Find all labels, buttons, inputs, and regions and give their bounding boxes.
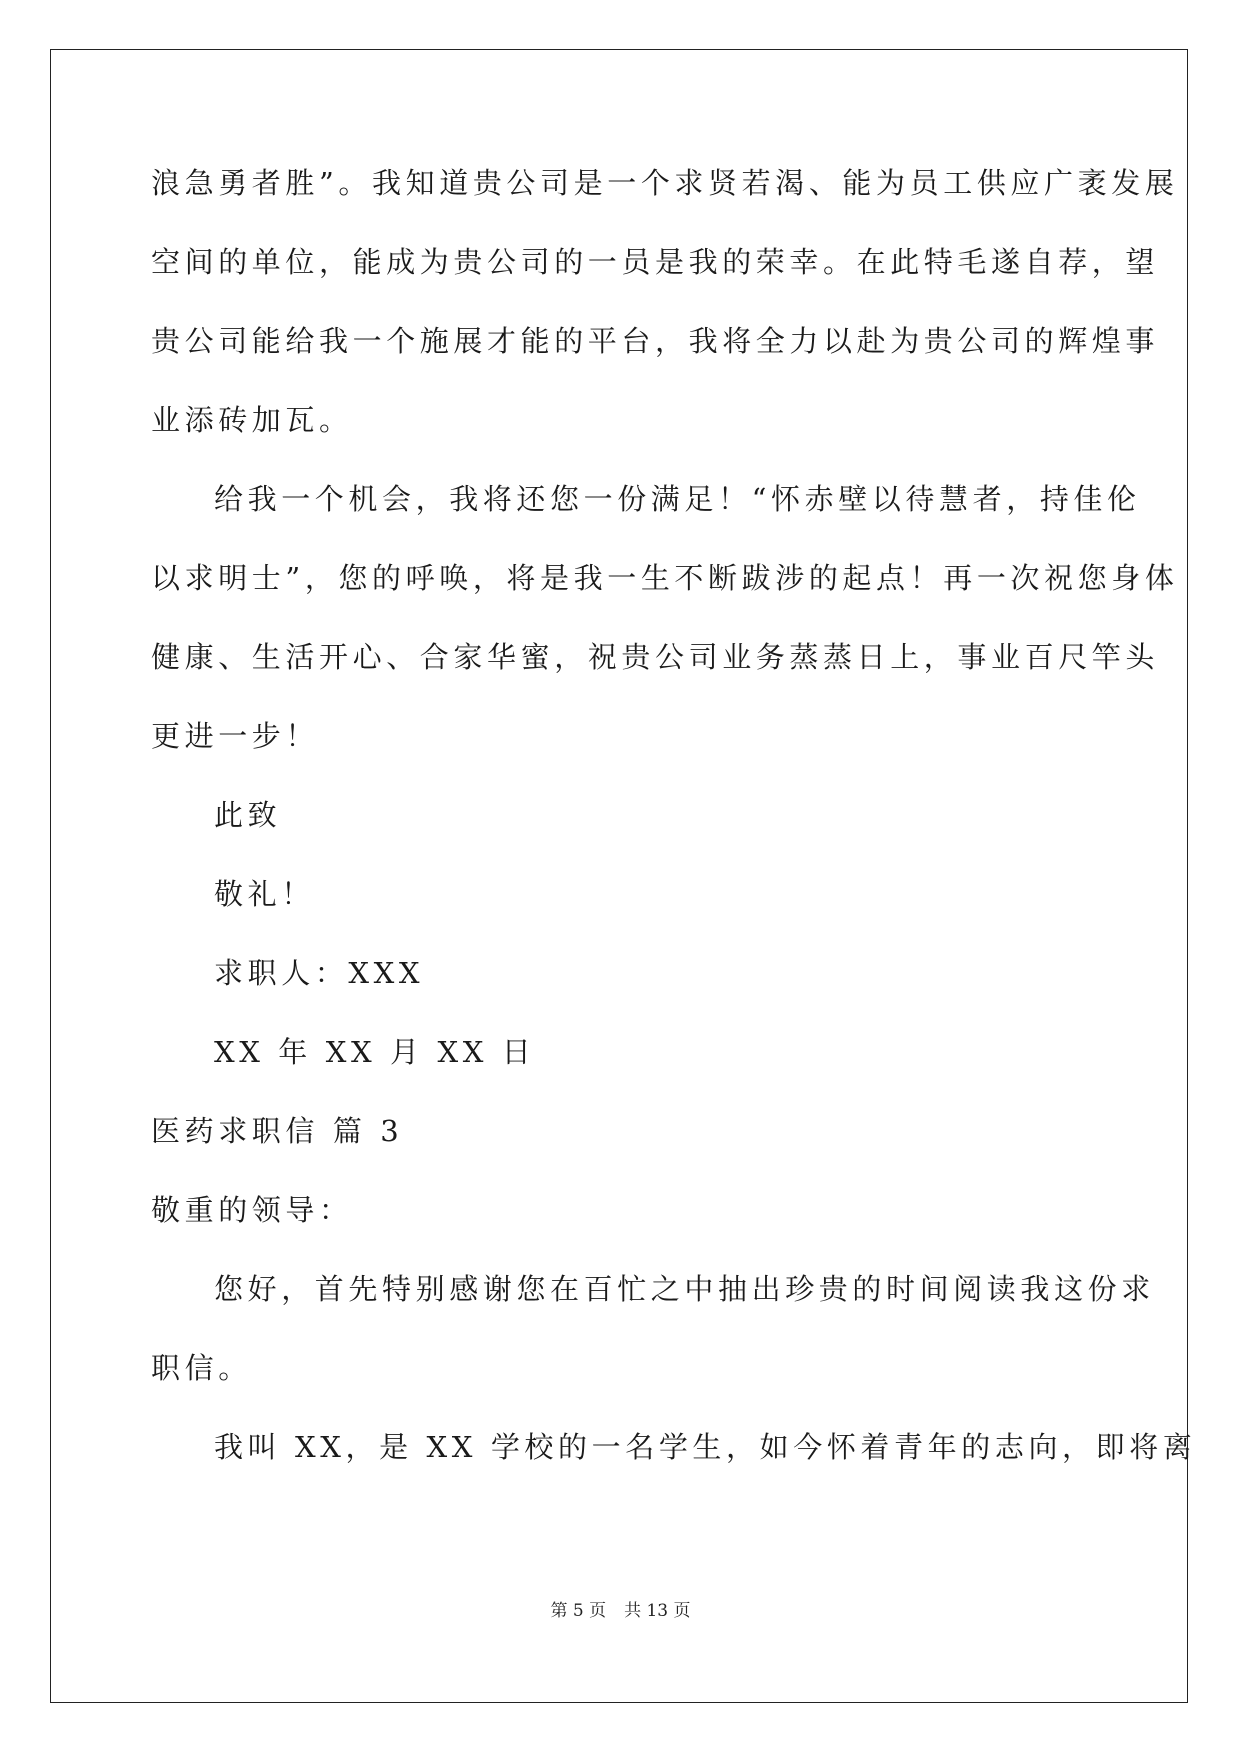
page-footer — [0, 1600, 1241, 1622]
text-line: 更进一步！ — [151, 719, 320, 753]
closing-regards: 敬礼！ — [214, 877, 315, 911]
text-line: 业添砖加瓦。 — [151, 403, 353, 437]
greeting: 敬重的领导： — [151, 1193, 353, 1227]
signature-applicant: 求职人：XXX — [214, 956, 425, 990]
text-line: 贵公司能给我一个施展才能的平台，我将全力以赴为贵公司的辉煌事 — [151, 324, 1160, 358]
text-line: 健康、生活开心、合家华蜜，祝贵公司业务蒸蒸日上，事业百尺竿头 — [151, 640, 1160, 674]
text-line: 浪急勇者胜”。我知道贵公司是一个求贤若渴、能为员工供应广袤发展 — [151, 166, 1179, 200]
page-number: 第 5 页 — [550, 1601, 607, 1621]
text-line: 空间的单位，能成为贵公司的一员是我的荣幸。在此特毛遂自荐，望 — [151, 245, 1160, 279]
text-line: 以求明士”，您的呼唤，将是我一生不断跋涉的起点！再一次祝您身体 — [151, 561, 1179, 595]
text-line: 您好，首先特别感谢您在百忙之中抽出珍贵的时间阅读我这份求 — [214, 1272, 1155, 1306]
page-total: 共 13 页 — [624, 1601, 691, 1621]
text-line: 我叫 XX，是 XX 学校的一名学生，如今怀着青年的志向，即将离 — [214, 1430, 1197, 1464]
signature-date: XX 年 XX 月 XX 日 — [214, 1035, 536, 1069]
closing-salutation: 此致 — [214, 798, 282, 832]
text-line: 职信。 — [151, 1351, 252, 1385]
section-heading: 医药求职信 篇 3 — [151, 1114, 404, 1148]
text-line: 给我一个机会，我将还您一份满足！“怀赤壁以待慧者，持佳伦 — [214, 482, 1141, 516]
